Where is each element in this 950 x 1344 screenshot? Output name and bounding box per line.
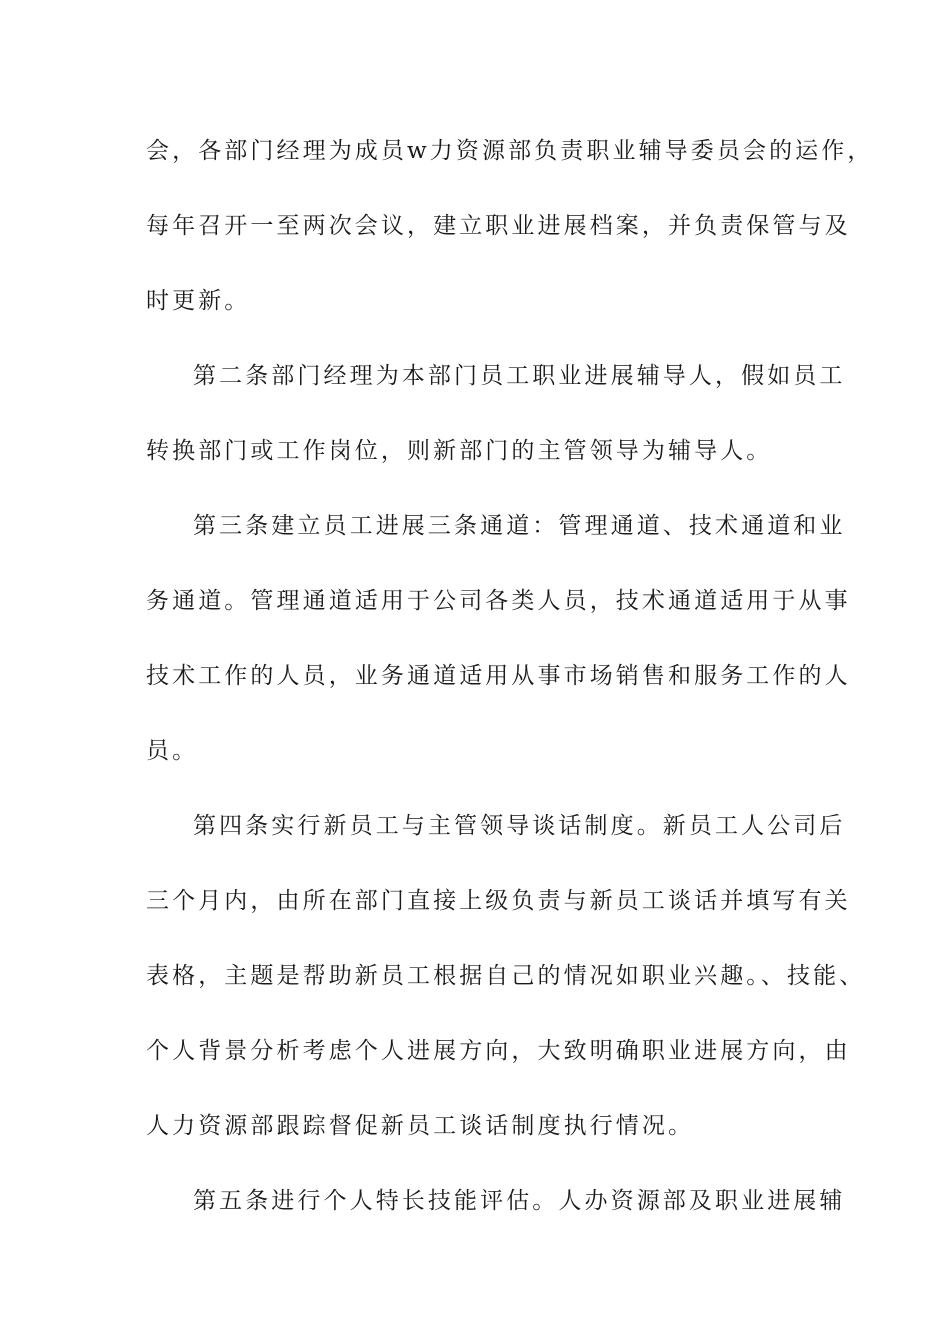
text-line: 转换部门或工作岗位，则新部门的主管领导为辅导人。 [146, 438, 773, 464]
paragraph-article-3-line: 第三条建立员工进展三条通道：管理通道、技术通道和业 [193, 513, 846, 539]
paragraph-article-4-line: 第四条实行新员工与主管领导谈话制度。新员工人公司后 [193, 813, 846, 839]
text-line: 人力资源部跟踪督促新员工谈话制度执行情况。 [146, 1113, 695, 1139]
text-line: 时更新。 [146, 288, 251, 314]
text-line: 务通道。管理通道适用于公司各类人员，技术通道适用于从事 [146, 588, 851, 614]
text-line: 会，各部门经理为成员w力资源部负责职业辅导委员会的运作， [146, 138, 874, 164]
text-line: 每年召开一至两次会议，建立职业进展档案，并负责保管与及 [146, 213, 851, 239]
paragraph-article-5-line: 第五条进行个人特长技能评估。人办资源部及职业进展辅 [193, 1188, 846, 1214]
text-line: 个人背景分析考虑个人进展方向，大致明确职业进展方向，由 [146, 1038, 851, 1064]
paragraph-article-2-line: 第二条部门经理为本部门员工职业进展辅导人，假如员工 [193, 363, 846, 389]
text-line: 表格，主题是帮助新员工根据自己的情况如职业兴趣。、技能、 [146, 963, 866, 989]
text-line: 三个月内，由所在部门直接上级负责与新员工谈话并填写有关 [146, 888, 851, 914]
text-line: 员。 [146, 738, 199, 764]
text-line: 技术工作的人员，业务通道适用从事市场销售和服务工作的人 [146, 663, 851, 689]
